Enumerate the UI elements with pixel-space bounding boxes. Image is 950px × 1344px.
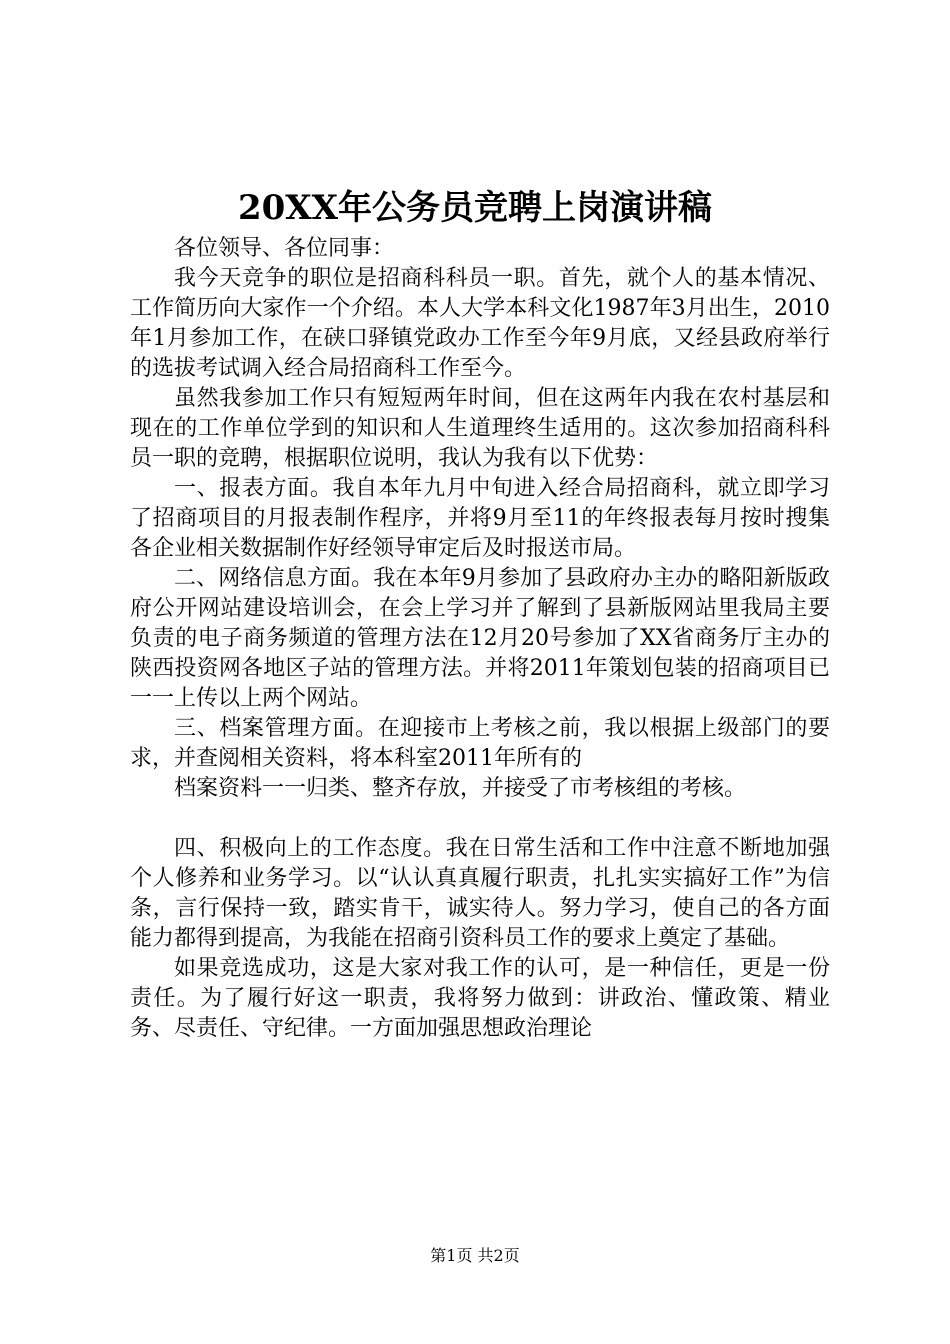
paragraph-advantages-intro: 虽然我参加工作只有短短两年时间，但在这两年内我在农村基层和现在的工作单位学到的知识和人生道理终生适用的。这次参加招商科科员一职的竞聘，根据职位说明，我认为我有以下优势： <box>130 386 830 471</box>
paragraph-work-attitude: 四、积极向上的工作态度。我在日常生活和工作中注意不断地加强个人修养和业务学习。以“认认真真履行职责，扎扎实实搞好工作”为信条，言行保持一致，踏实肯干，诚实待人。努力学习，使自己的各方面能力都得到提高，为我能在招商引资科员工作的要求上奠定了基础。 <box>130 836 830 951</box>
paragraph-archives: 三、档案管理方面。在迎接市上考核之前，我以根据上级部门的要求，并查阅相关资料，将本科室2011年所有的 <box>130 716 830 771</box>
paragraph-network-info: 二、网络信息方面。我在本年9月参加了县政府办主办的略阳新版政府公开网站建设培训会，在会上学习并了解到了县新版网站里我局主要负责的电子商务频道的管理方法在12月20号参加了XX省商务厅主办的陕西投资网各地区子站的管理方法。并将2011年策划包装的招商项目已一一上传以上两个网站。 <box>130 566 830 711</box>
paragraph-archives-continued: 档案资料一一归类、整齐存放，并接受了市考核组的考核。 <box>174 776 747 801</box>
page-number-footer: 第1页 共2页 <box>430 1246 520 1265</box>
document-title: 20XX年公务员竞聘上岗演讲稿 <box>237 188 713 228</box>
paragraph-commitment: 如果竞选成功，这是大家对我工作的认可，是一种信任，更是一份责任。为了履行好这一职责，我将努力做到：讲政治、懂政策、精业务、尽责任、守纪律。一方面加强思想政治理论 <box>130 956 830 1041</box>
paragraph-reports: 一、报表方面。我自本年九月中旬进入经合局招商科，就立即学习了招商项目的月报表制作程序，并将9月至11的年终报表每月按时搜集各企业相关数据制作好经领导审定后及时报送市局。 <box>130 476 830 561</box>
paragraph-introduction: 我今天竞争的职位是招商科科员一职。首先，就个人的基本情况、工作简历向大家作一个介绍。本人大学本科文化1987年3月出生，2010年1月参加工作，在硖口驿镇党政办工作至今年9月底，又经县政府举行的选拔考试调入经合局招商科工作至今。 <box>130 266 830 381</box>
document-body <box>130 234 830 1044</box>
paragraph-salutation: 各位领导、各位同事： <box>174 236 395 261</box>
